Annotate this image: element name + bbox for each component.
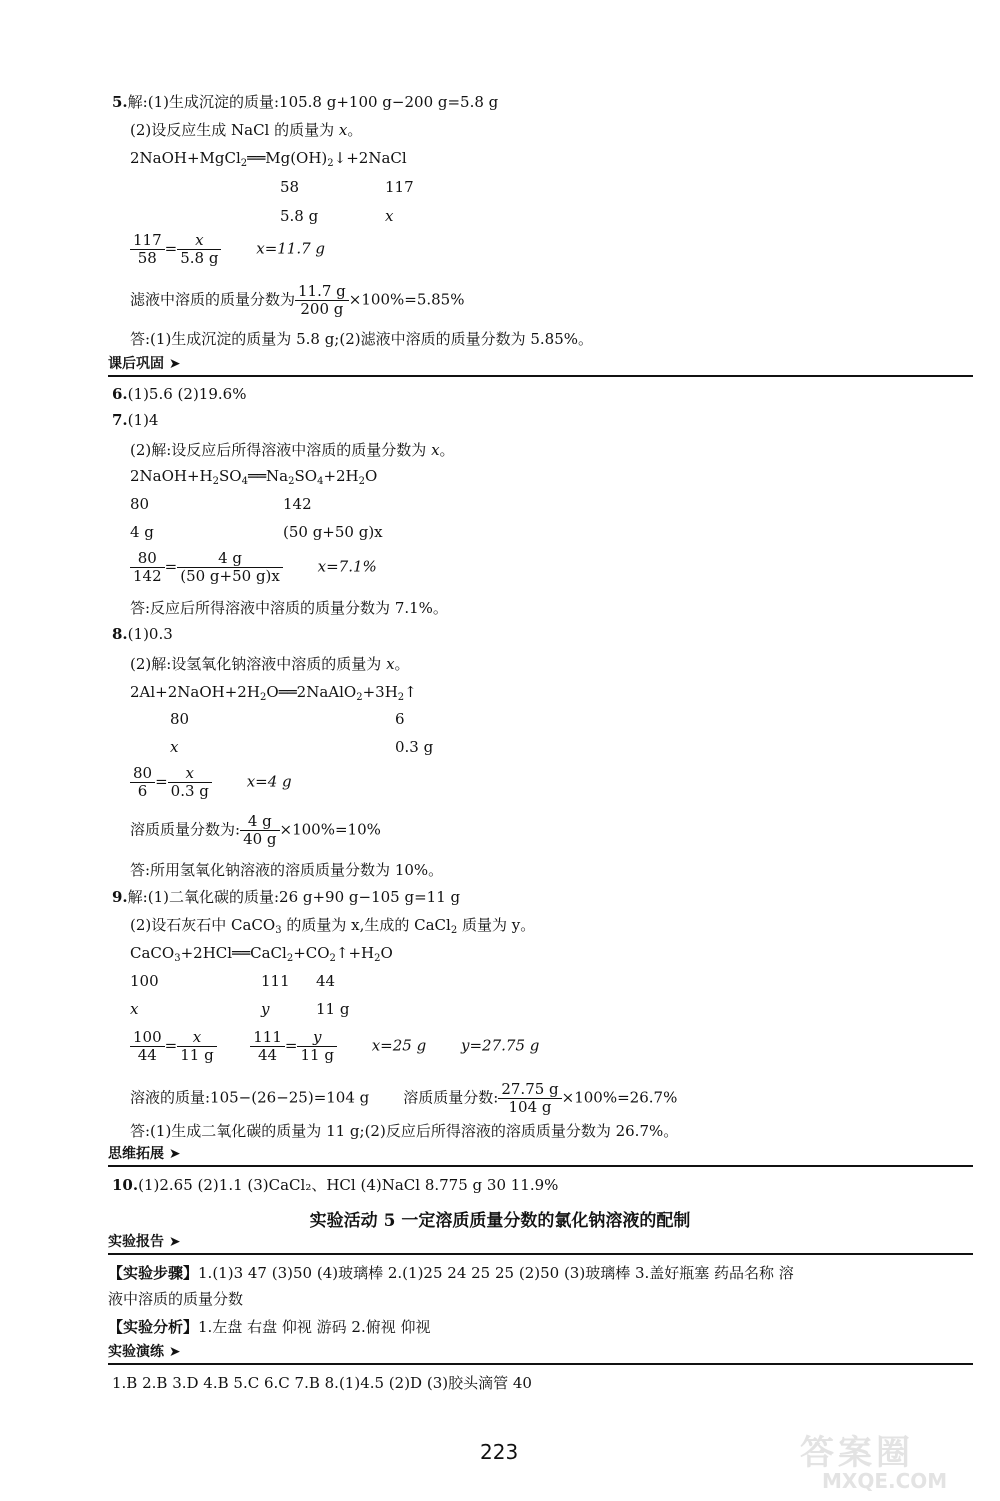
q8-answer: 答:所用氢氧化钠溶液的溶质质量分数为 10%。 xyxy=(130,861,444,879)
q9-fraction-3-den: 44 xyxy=(258,1046,278,1064)
q9-eq-sub-4: 2 xyxy=(374,953,381,964)
section-header-report-label: 实验报告 ➤ xyxy=(108,1234,181,1250)
q8-fraction-2-den: 0.3 g xyxy=(170,782,209,800)
q8-molar-2: 6 xyxy=(395,710,405,728)
q10-line xyxy=(112,1175,558,1195)
q5-percent-post: ×100%=5.85% xyxy=(348,290,465,309)
page-number: 223 xyxy=(480,1440,519,1464)
q5-text-2-end: 。 xyxy=(347,121,363,139)
q8-percent-fraction xyxy=(240,813,279,848)
q7-text-1: (1)4 xyxy=(127,411,159,429)
q8-given-1: x xyxy=(170,738,179,756)
q7-line-2 xyxy=(130,440,455,460)
q9-eq-d: ↑+H xyxy=(335,944,375,962)
q9-answer: 答:(1)生成二氧化碳的质量为 11 g;(2)反应后所得溶液的溶质质量分数为 26.7%。 xyxy=(130,1122,679,1140)
q8-eq-sub-2: 2 xyxy=(356,692,363,703)
q8-eq-b: O══2NaAlO xyxy=(266,683,357,701)
q9-percent-fraction xyxy=(498,1081,561,1116)
q7-fraction-2-den: (50 g+50 g)x xyxy=(180,567,280,585)
watermark-url: MXQE.COM xyxy=(822,1469,948,1493)
q7-given-2: (50 g+50 g)x xyxy=(283,523,383,541)
q9-text-2c: 质量为 y。 xyxy=(457,916,536,934)
q9-fraction-4-num: y xyxy=(297,1029,336,1047)
q5-fraction-1-num: 117 xyxy=(130,232,165,250)
q9-molar-2: 111 xyxy=(261,972,290,990)
q9-result-2: y=27.75 g xyxy=(461,1036,540,1055)
analysis-line xyxy=(108,1317,430,1337)
activity-title: 实验活动 5 一定溶质质量分数的氯化钠溶液的配制 xyxy=(309,1211,691,1231)
q9-molar-3: 44 xyxy=(316,972,336,990)
q9-molar-1: 100 xyxy=(130,972,159,990)
section-header-report xyxy=(108,1233,973,1255)
q8-number: 8. xyxy=(112,625,128,643)
q9-given-1: x xyxy=(130,1000,139,1018)
q9-fraction-3 xyxy=(250,1029,285,1064)
q5-text-2: (2)设反应生成 NaCl 的质量为 xyxy=(130,121,339,139)
q5-proportion: $\frac{117}{58}$ = $\frac{x}{5.8 g}$ x=11.7 g xyxy=(130,232,325,267)
q8-eq-d: ↑ xyxy=(404,683,417,701)
q8-result: x=4 g xyxy=(246,772,292,791)
q9-fraction-1-den: 44 xyxy=(137,1046,157,1064)
q7-line-1 xyxy=(112,410,158,430)
q7-fraction-2-num: 4 g xyxy=(177,550,283,568)
q5-fraction-1 xyxy=(130,232,165,267)
q5-given-2: x xyxy=(385,207,394,225)
q5-percent-fraction xyxy=(295,283,349,318)
q9-eq-sub-1: 3 xyxy=(174,953,181,964)
analysis-label: 【实验分析】 xyxy=(108,1318,199,1336)
q7-molar-2: 142 xyxy=(283,495,312,513)
steps-text-1: 1.(1)3 47 (3)50 (4)玻璃棒 2.(1)25 24 25 25 (2)50 (3)玻璃棒 3.盖好瓶塞 药品名称 溶 xyxy=(198,1264,794,1282)
q8-molar-1: 80 xyxy=(170,710,190,728)
steps-label: 【实验步骤】 xyxy=(108,1264,199,1282)
q8-percent-pre: 溶质质量分数为: xyxy=(130,820,241,839)
q7-eq-sub-5: 2 xyxy=(358,476,366,487)
q7-eq-sub-1: 2 xyxy=(212,476,220,487)
q7-given-1: 4 g xyxy=(130,523,154,541)
q8-fraction-1-den: 6 xyxy=(137,782,148,800)
q5-result: x=11.7 g xyxy=(256,239,326,258)
q8-proportion: $\frac{80}{6}$ = $\frac{x}{0.3 g}$ x=4 g xyxy=(130,765,292,800)
q7-eq-sub-4: 4 xyxy=(317,476,324,487)
q9-eq-e: O xyxy=(380,944,393,962)
q9-given-3: 11 g xyxy=(316,1000,350,1018)
q8-fraction-2 xyxy=(168,765,212,800)
q7-eq-b: SO xyxy=(219,467,242,485)
q5-percent-den: 200 g xyxy=(300,300,344,318)
q5-fraction-1-den: 58 xyxy=(137,249,157,267)
q7-eq-a: 2NaOH+H xyxy=(130,467,213,485)
q7-result: x=7.1% xyxy=(317,557,377,576)
q8-text-2-end: 。 xyxy=(394,655,410,673)
q8-fraction-2-num: x xyxy=(168,765,212,783)
section-header-extension xyxy=(108,1145,973,1167)
q8-percent-num: 4 g xyxy=(240,813,279,831)
q5-number: 5. xyxy=(112,93,128,111)
q5-percent-num: 11.7 g xyxy=(295,283,349,301)
q9-text-2-sub-1: 3 xyxy=(275,925,282,936)
q7-var: x xyxy=(431,441,440,459)
q7-fraction-1-num: 80 xyxy=(130,550,165,568)
watermark-logo: 答案圈 xyxy=(800,1433,914,1473)
q9-solution-line xyxy=(130,1081,677,1116)
q7-eq-c: ══Na xyxy=(247,467,289,485)
q7-fraction-1 xyxy=(130,550,165,585)
q5-percent-line xyxy=(130,283,464,318)
section-header-extension-label: 思维拓展 ➤ xyxy=(108,1146,181,1162)
q9-text-2b: 的质量为 x,生成的 CaCl xyxy=(281,916,451,934)
q5-molar-2: 117 xyxy=(385,178,414,196)
q9-fraction-2 xyxy=(177,1029,216,1064)
q7-eq-sub-2: 4 xyxy=(241,476,248,487)
q9-given-2: y xyxy=(261,1000,270,1018)
q5-percent-pre: 滤液中溶质的质量分数为 xyxy=(130,290,296,309)
q6-number: 6. xyxy=(112,385,128,403)
q9-fraction-1 xyxy=(130,1029,165,1064)
q5-var: x xyxy=(338,121,348,139)
q9-percent-post: ×100%=26.7% xyxy=(561,1088,678,1107)
q7-eq-e: +2H xyxy=(323,467,359,485)
q8-line-2 xyxy=(130,654,410,674)
q9-percent-den: 104 g xyxy=(508,1098,552,1116)
q7-answer: 答:反应后所得溶液中溶质的质量分数为 7.1%。 xyxy=(130,599,448,617)
q6-text: (1)5.6 (2)19.6% xyxy=(127,385,247,403)
q8-equation xyxy=(130,682,417,708)
section-header-consolidation xyxy=(108,355,973,377)
q9-fraction-1-num: 100 xyxy=(130,1029,165,1047)
q8-eq-a: 2Al+2NaOH+2H xyxy=(130,683,260,701)
q5-fraction-2 xyxy=(177,232,221,267)
q8-line-1 xyxy=(112,624,173,644)
q5-given-1: 5.8 g xyxy=(280,207,319,225)
q9-line-2 xyxy=(130,915,535,941)
q9-proportion: $\frac{100}{44}$ = $\frac{x}{11 g}$ $\frac{111}{44}$ = $\frac{y}{11 g}$ x=25 g y=27.75 g xyxy=(130,1029,539,1064)
steps-line-1 xyxy=(108,1263,794,1283)
q9-percent-pre: 溶质质量分数: xyxy=(403,1088,499,1107)
q7-eq-d: SO xyxy=(294,467,318,485)
q10-text: (1)2.65 (2)1.1 (3)CaCl₂、HCl (4)NaCl 8.775 g 30 11.9% xyxy=(138,1176,559,1194)
section-header-practice-label: 实验演练 ➤ xyxy=(108,1344,181,1360)
q7-molar-1: 80 xyxy=(130,495,150,513)
section-header-practice xyxy=(108,1343,973,1365)
q9-equation xyxy=(130,943,393,969)
q9-fraction-4-den: 11 g xyxy=(300,1046,334,1064)
q5-text-1: 解:(1)生成沉淀的质量:105.8 g+100 g−200 g=5.8 g xyxy=(127,93,499,111)
q9-text-2-sub-2: 2 xyxy=(450,925,458,936)
practice-answers: 1.B 2.B 3.D 4.B 5.C 6.C 7.B 8.(1)4.5 (2)D (3)胶头滴管 40 xyxy=(112,1374,532,1392)
q7-fraction-1-den: 142 xyxy=(133,567,162,585)
q9-percent-num: 27.75 g xyxy=(498,1081,561,1099)
q9-text-1: 解:(1)二氧化碳的质量:26 g+90 g−105 g=11 g xyxy=(127,888,461,906)
analysis-text: 1.左盘 右盘 仰视 游码 2.俯视 仰视 xyxy=(198,1318,431,1336)
q9-fraction-2-den: 11 g xyxy=(180,1046,214,1064)
q8-fraction-1-num: 80 xyxy=(130,765,155,783)
q8-text-1: (1)0.3 xyxy=(127,625,173,643)
q8-eq-sub-1: 2 xyxy=(259,692,267,703)
q7-eq-sub-3: 2 xyxy=(288,476,295,487)
q8-given-2: 0.3 g xyxy=(395,738,434,756)
q9-line-1 xyxy=(112,887,460,907)
q5-answer: 答:(1)生成沉淀的质量为 5.8 g;(2)滤液中溶质的质量分数为 5.85%。 xyxy=(130,330,594,348)
q6-line xyxy=(112,384,246,404)
q9-result-1: x=25 g xyxy=(371,1036,427,1055)
q9-fraction-4 xyxy=(297,1029,336,1064)
q9-fraction-3-num: 111 xyxy=(250,1029,285,1047)
q9-fraction-2-num: x xyxy=(177,1029,216,1047)
q5-line-2 xyxy=(130,120,362,140)
q5-eq-sub-1: 2 xyxy=(240,158,248,169)
q8-eq-c: +3H xyxy=(362,683,398,701)
q5-molar-1: 58 xyxy=(280,178,300,196)
q9-eq-a: CaCO xyxy=(130,944,175,962)
q7-fraction-2 xyxy=(177,550,283,585)
q5-fraction-2-num: x xyxy=(177,232,221,250)
q5-eq-c: ↓+2NaCl xyxy=(333,149,407,167)
q5-eq-b: ══Mg(OH) xyxy=(247,149,328,167)
q9-eq-c: +CO xyxy=(293,944,330,962)
q8-percent-den: 40 g xyxy=(243,830,277,848)
q7-equation xyxy=(130,466,377,492)
q7-eq-f: O xyxy=(365,467,378,485)
q8-percent-line xyxy=(130,813,381,848)
q8-eq-sub-3: 2 xyxy=(397,692,405,703)
q9-number: 9. xyxy=(112,888,128,906)
steps-line-2: 液中溶质的质量分数 xyxy=(108,1290,244,1308)
q5-eq-sub-2: 2 xyxy=(327,158,334,169)
q5-equation xyxy=(130,148,407,174)
q8-percent-post: ×100%=10% xyxy=(279,820,381,839)
q10-number: 10. xyxy=(112,1176,139,1194)
q7-text-2-end: 。 xyxy=(439,441,455,459)
q7-proportion: $\frac{80}{142}$ = $\frac{4 g}{(50 g+50 g)x}$ x=7.1% xyxy=(130,550,377,585)
q9-solution-mass: 溶液的质量:105−(26−25)=104 g xyxy=(130,1088,370,1107)
q7-text-2: (2)解:设反应后所得溶液中溶质的质量分数为 xyxy=(130,441,432,459)
q8-fraction-1 xyxy=(130,765,155,800)
q5-line-1 xyxy=(112,92,498,112)
q9-eq-b: +2HCl══CaCl xyxy=(180,944,287,962)
section-header-consolidation-label: 课后巩固 ➤ xyxy=(108,356,181,372)
q7-number: 7. xyxy=(112,411,128,429)
q8-var: x xyxy=(386,655,395,673)
q9-eq-sub-2: 2 xyxy=(286,953,294,964)
q9-text-2a: (2)设石灰石中 CaCO xyxy=(130,916,276,934)
q9-eq-sub-3: 2 xyxy=(329,953,336,964)
q8-text-2: (2)解:设氢氧化钠溶液中溶质的质量为 xyxy=(130,655,387,673)
q5-eq-a: 2NaOH+MgCl xyxy=(130,149,241,167)
q5-fraction-2-den: 5.8 g xyxy=(180,249,219,267)
